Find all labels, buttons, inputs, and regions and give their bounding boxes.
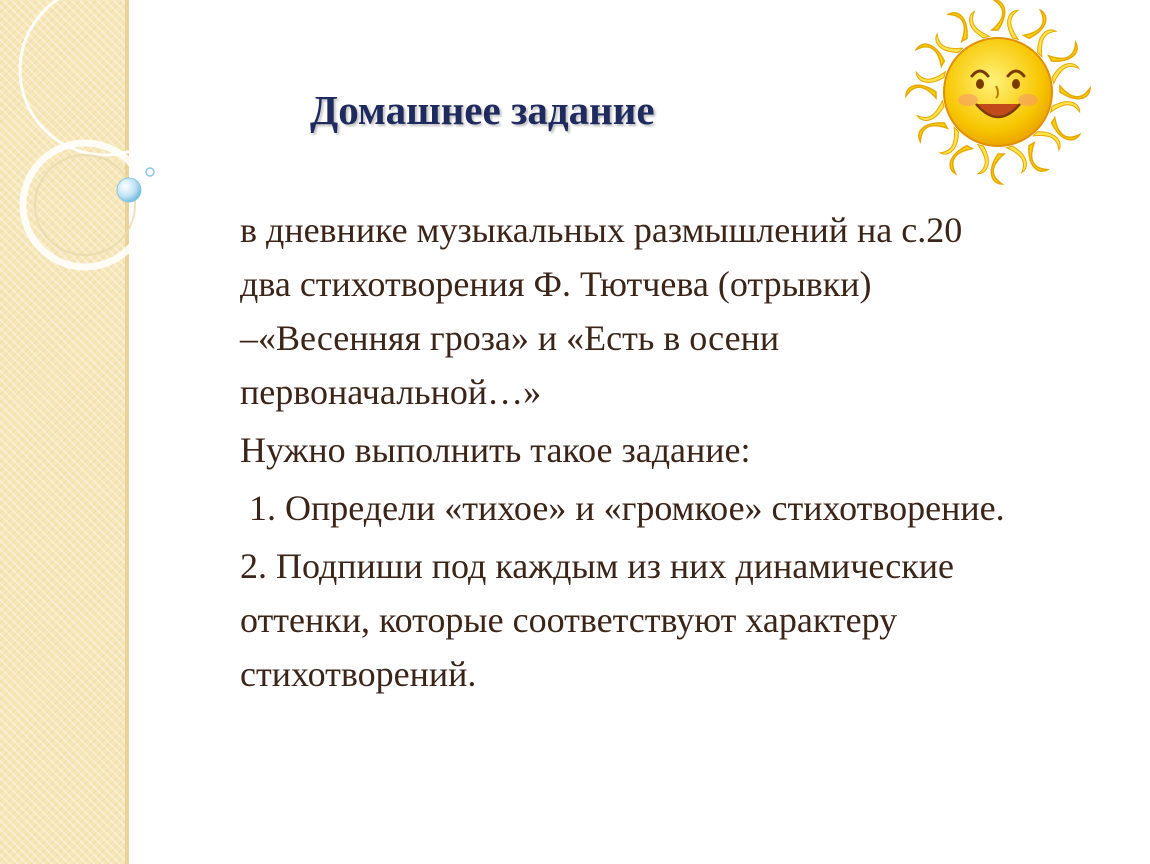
slide-body — [240, 203, 1020, 705]
ring-decoration — [0, 0, 200, 320]
slide-title: Домашнее задание — [310, 87, 655, 133]
sun-icon — [868, 0, 1126, 186]
homework-description: в дневнике музыкальных размышлений на с.20 два стихотворения Ф. Тютчева (отрывки) –«Весенняя гроза» и «Есть в осени первоначальной…» — [240, 210, 963, 412]
task-item-2: 2. Подпиши под каждым из них динамические оттенки, которые соответствуют характеру стихотворений. — [240, 546, 955, 694]
task-intro: Нужно выполнить такое задание: — [240, 430, 751, 470]
task-item-1: 1. Определи «тихое» и «громкое» стихотворение. — [240, 488, 1005, 528]
